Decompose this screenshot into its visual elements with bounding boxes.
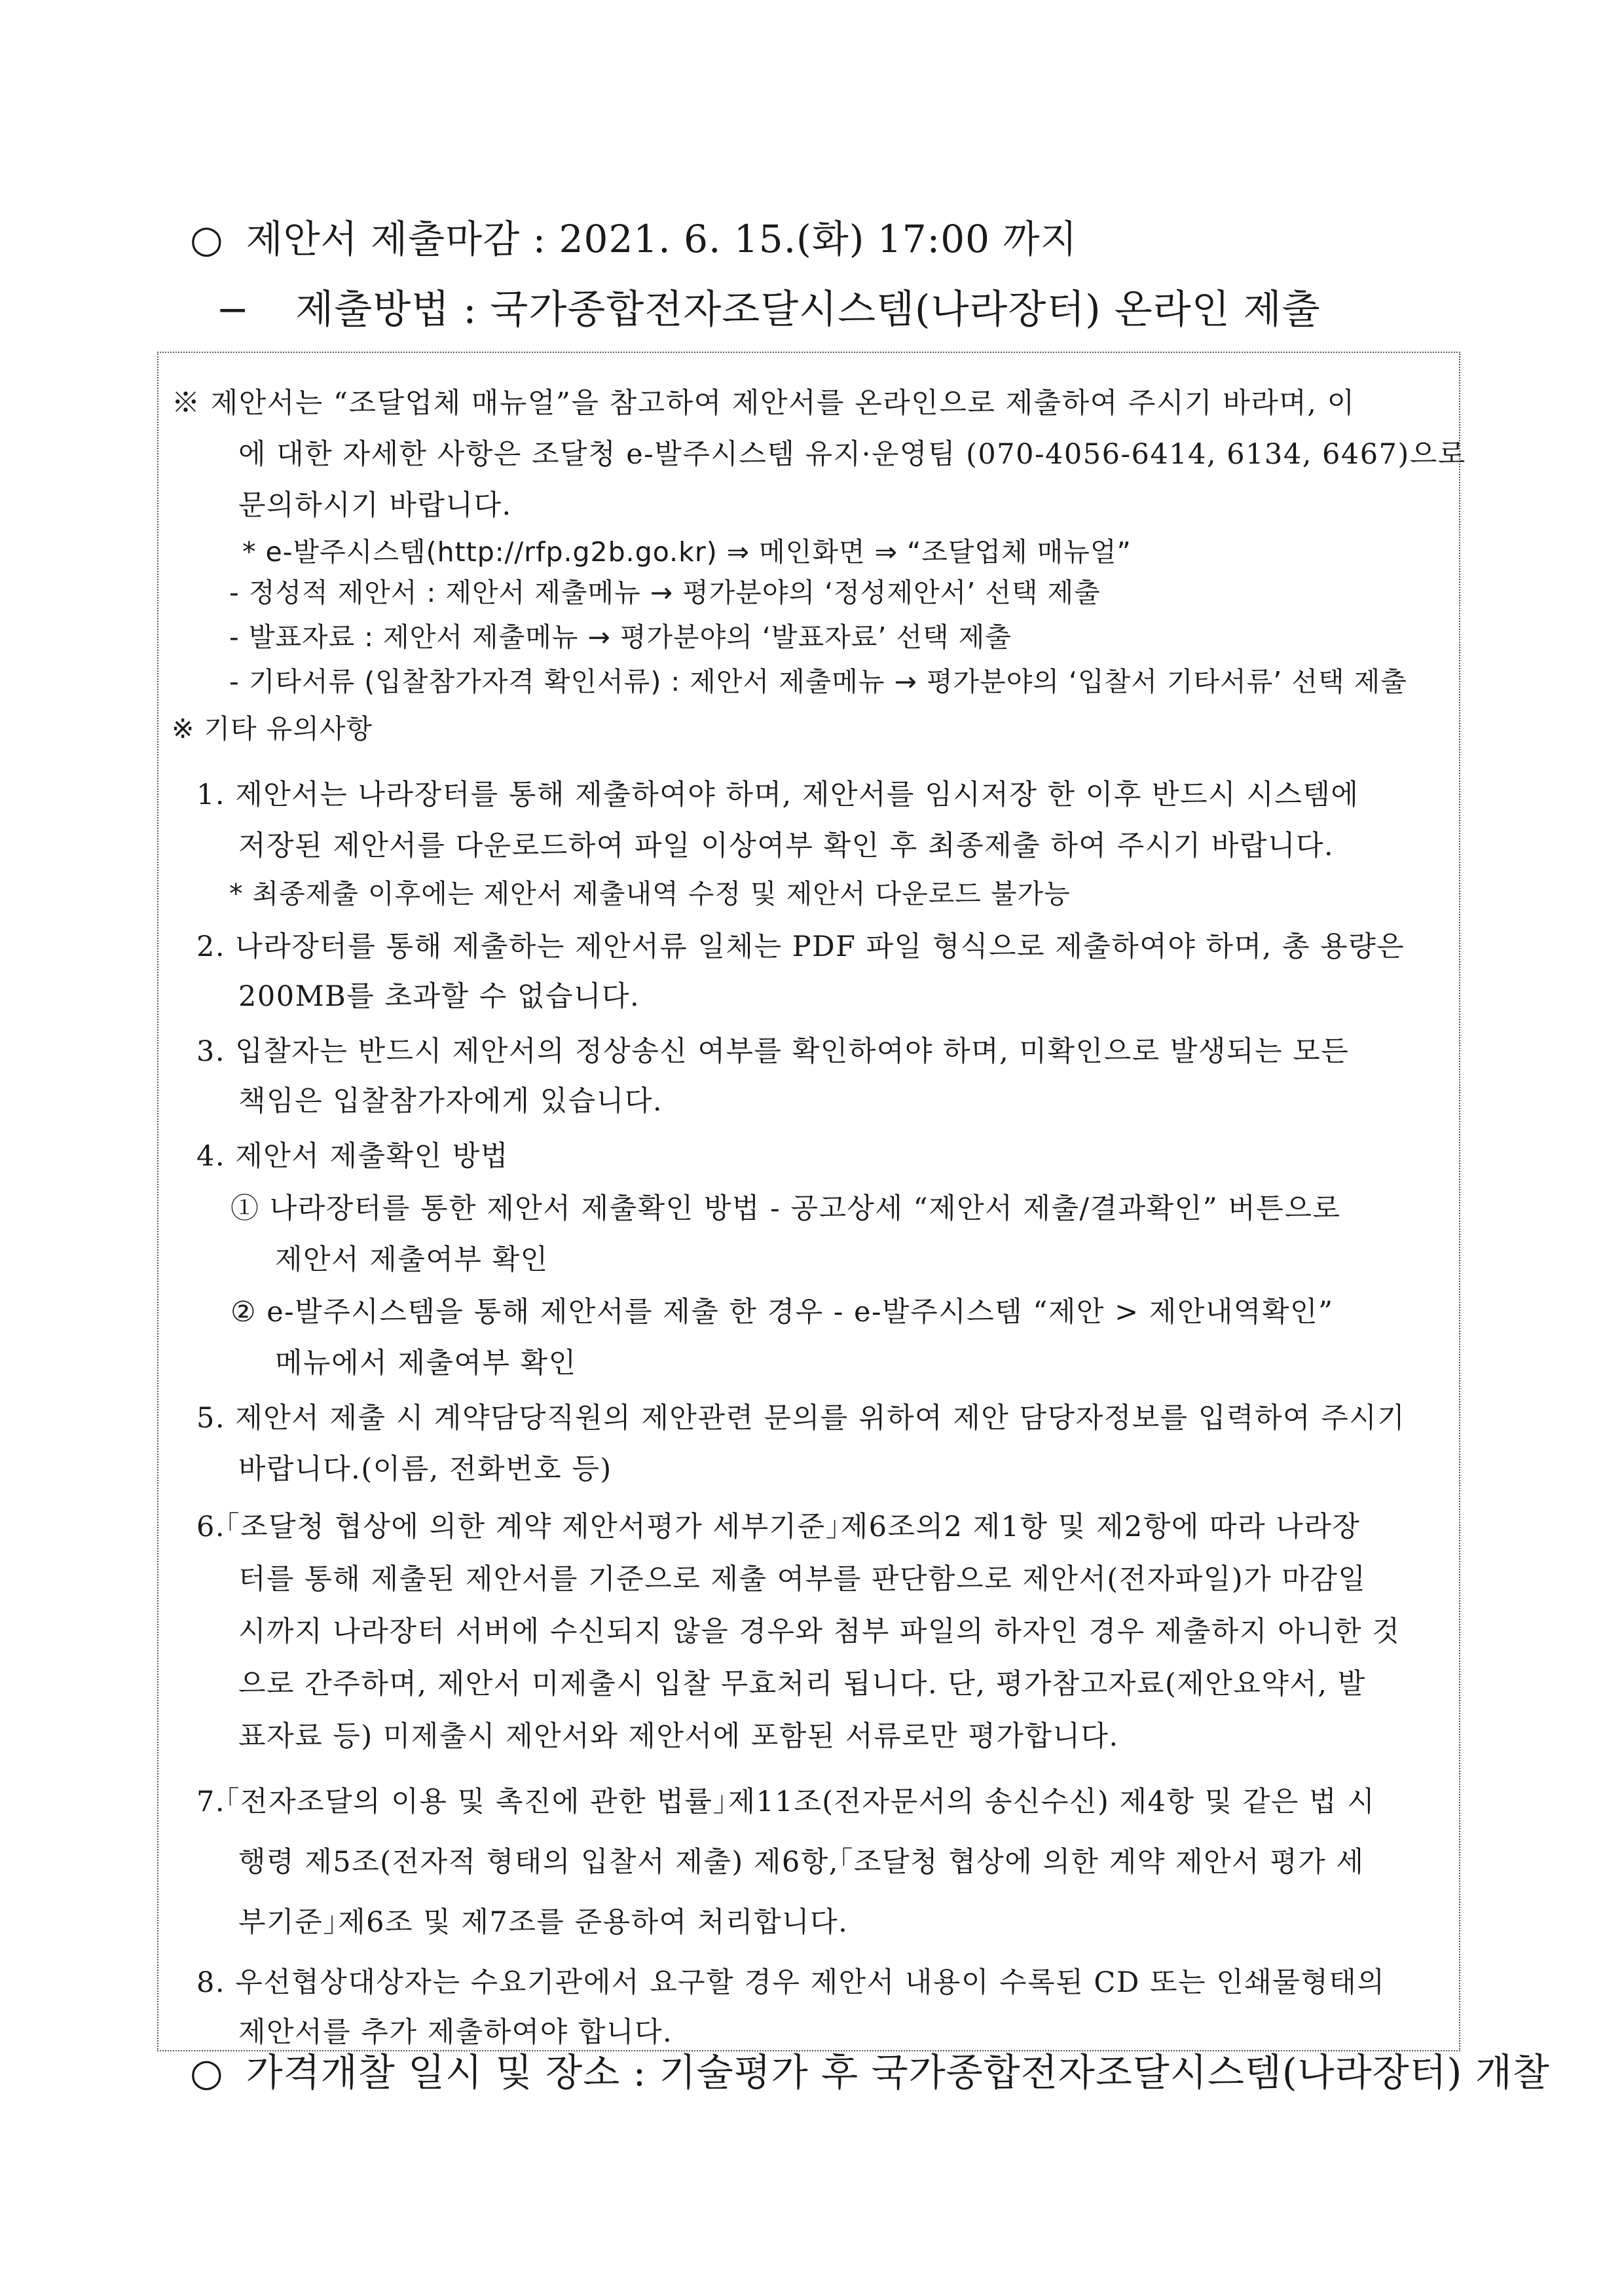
circle-bullet-icon: ○ <box>190 217 224 261</box>
list-item: 으로 간주하며, 제안서 미제출시 입찰 무효처리 됩니다. 단, 평가참고자료(제안요약서, 발 <box>238 1668 1366 1700</box>
etc-title: ※ 기타 유의사항 <box>172 713 373 744</box>
list-item: 바랍니다.(이름, 전화번호 등) <box>238 1453 612 1486</box>
list-item: 4. 제안서 제출확인 방법 <box>196 1140 509 1173</box>
list-item: 1. 제안서는 나라장터를 통해 제출하여야 하며, 제안서를 임시저장 한 이후 반드시 시스템에 <box>196 779 1359 811</box>
deadline-heading <box>190 208 1078 263</box>
list-item: 표자료 등) 미제출시 제안서와 제안서에 포함된 서류로만 평가합니다. <box>238 1720 1119 1753</box>
intro-line: 문의하시기 바랍니다. <box>238 489 512 522</box>
deadline-text: 제안서 제출마감 : 2021. 6. 15.(화) 17:00 까지 <box>246 217 1078 261</box>
opening-text: 가격개찰 일시 및 장소 : 기술평가 후 국가종합전자조달시스템(나라장터) 개찰 <box>246 2050 1550 2095</box>
list-item: 행령 제5조(전자적 형태의 입찰서 제출) 제6항,｢조달청 협상에 의한 계약 제안서 평가 세 <box>238 1846 1365 1879</box>
list-item: 제안서를 추가 제출하여야 합니다. <box>238 2016 673 2049</box>
list-item: 책임은 입찰참가자에게 있습니다. <box>238 1085 663 1118</box>
list-item: 5. 제안서 제출 시 계약담당직원의 제안관련 문의를 위하여 제안 담당자정보를 입력하여 주시기 <box>196 1402 1406 1435</box>
intro-line: 에 대한 자세한 사항은 조달청 e-발주시스템 유지·운영팀 (070-4056-6414, 6134, 6467)으로 <box>238 438 1466 471</box>
list-item: 메뉴에서 제출여부 확인 <box>275 1347 577 1380</box>
intro-line: ※ 제안서는 “조달업체 매뉴얼”을 참고하여 제안서를 온라인으로 제출하여 주시기 바라며, 이 <box>172 387 1356 420</box>
list-item: 7.｢전자조달의 이용 및 촉진에 관한 법률｣제11조(전자문서의 송신수신) 제4항 및 같은 법 시 <box>196 1786 1376 1818</box>
list-item: 6.｢조달청 협상에 의한 계약 제안서평가 세부기준｣제6조의2 제1항 및 제2항에 따라 나라장 <box>196 1511 1361 1543</box>
sub-item: - 정성적 제안서 : 제안서 제출메뉴 → 평가분야의 ‘정성제안서’ 선택 제출 <box>229 577 1101 608</box>
list-item: 부기준｣제6조 및 제7조를 준용하여 처리합니다. <box>238 1906 849 1939</box>
dash-bullet-icon: − <box>216 287 250 333</box>
list-item: 터를 통해 제출된 제안서를 기준으로 제출 여부를 판단함으로 제안서(전자파일)가 마감일 <box>238 1563 1367 1596</box>
sub-item: - 기타서류 (입찰참가자격 확인서류) : 제안서 제출메뉴 → 평가분야의 ‘입찰서 기타서류’ 선택 제출 <box>229 666 1407 697</box>
list-item: 200MB를 초과할 수 없습니다. <box>238 980 640 1013</box>
list-item: ② e-발주시스템을 통해 제안서를 제출 한 경우 - e-발주시스템 “제안 > 제안내역확인” <box>231 1296 1334 1329</box>
list-item: 2. 나라장터를 통해 제출하는 제안서류 일체는 PDF 파일 형식으로 제출하여야 하며, 총 용량은 <box>196 930 1405 963</box>
method-heading <box>216 278 1321 335</box>
method-text: 제출방법 : 국가종합전자조달시스템(나라장터) 온라인 제출 <box>295 287 1321 333</box>
list-item: ① 나라장터를 통한 제안서 제출확인 방법 - 공고상세 “제안서 제출/결과확인” 버튼으로 <box>231 1192 1341 1225</box>
list-item: 8. 우선협상대상자는 수요기관에서 요구할 경우 제안서 내용이 수록된 CD 또는 인쇄물형태의 <box>196 1966 1386 1999</box>
list-item-note: * 최종제출 이후에는 제안서 제출내역 수정 및 제안서 다운로드 불가능 <box>229 878 1071 909</box>
circle-bullet-icon: ○ <box>190 2050 224 2095</box>
list-item: 시까지 나라장터 서버에 수신되지 않을 경우와 첨부 파일의 하자인 경우 제출하지 아니한 것 <box>238 1615 1401 1648</box>
sub-item: - 발표자료 : 제안서 제출메뉴 → 평가분야의 ‘발표자료’ 선택 제출 <box>229 621 1012 653</box>
sub-item: * e-발주시스템(http://rfp.g2b.go.kr) ⇒ 메인화면 ⇒ “조달업체 매뉴얼” <box>242 536 1132 568</box>
list-item: 저장된 제안서를 다운로드하여 파일 이상여부 확인 후 최종제출 하여 주시기 바랍니다. <box>238 830 1335 862</box>
list-item: 3. 입찰자는 반드시 제안서의 정상송신 여부를 확인하여야 하며, 미확인으로 발생되는 모든 <box>196 1035 1350 1068</box>
opening-heading <box>190 2042 1550 2097</box>
list-item: 제안서 제출여부 확인 <box>275 1243 549 1276</box>
